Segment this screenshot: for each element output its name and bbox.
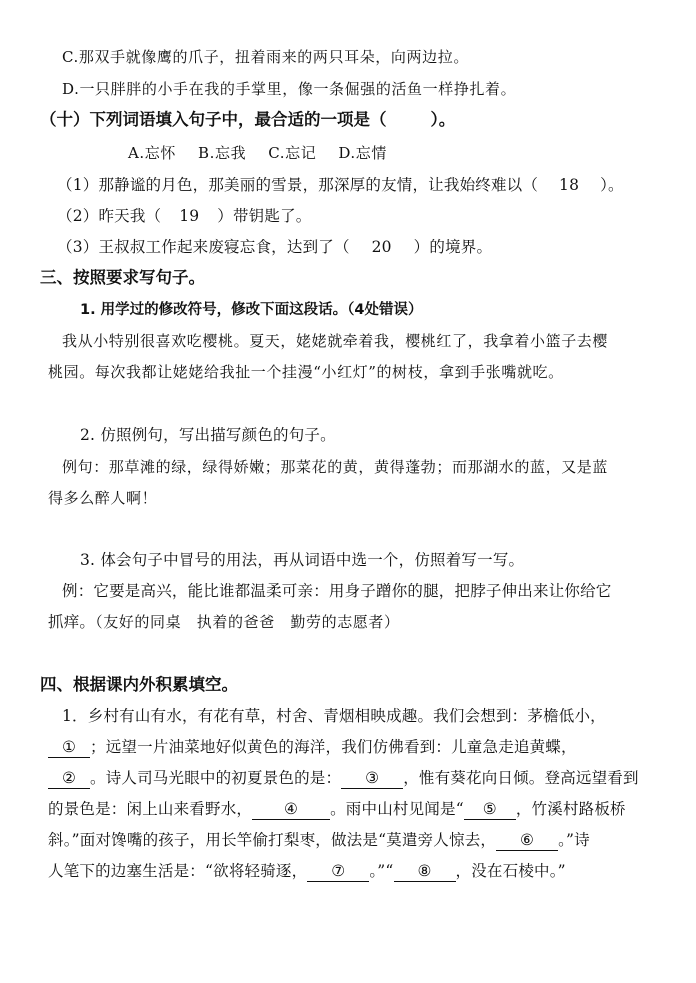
s4-line-6-mid: 。”“ (369, 862, 394, 880)
q10-option-a: A.忘怀 (128, 144, 177, 162)
s4-line-4-end: ，竹溪村路板桥 (515, 800, 626, 818)
s4-line-4 (48, 797, 626, 821)
blank-2[interactable]: ② (48, 768, 90, 789)
s3-q3-title: 3. 体会句子中冒号的用法，再从词语中选一个，仿照着写一写。 (80, 551, 525, 569)
s3-q2-example-line2: 得多么醉人啊！ (48, 489, 158, 507)
s4-line-2 (48, 735, 577, 759)
blank-5[interactable]: ⑤ (464, 799, 516, 820)
q10-option-b: B.忘我 (198, 144, 247, 162)
s4-line-6-text: 人笔下的边塞生活是：“欲将轻骑逐， (48, 862, 308, 880)
blank-7[interactable]: ⑦ (307, 861, 369, 882)
section4-heading: 四、根据课内外积累填空。 (40, 675, 238, 694)
s3-q2-title: 2. 仿照例句，写出描写颜色的句子。 (80, 426, 336, 444)
q10-heading-suffix: ）。 (430, 110, 456, 129)
blank-8[interactable]: ⑧ (394, 861, 456, 882)
s4-line-5 (48, 828, 590, 852)
s3-q1-text-line1: 我从小特别很喜欢吃樱桃。夏天，姥姥就牵着我，樱桃红了，我拿着小篮子去樱 (62, 332, 609, 350)
s4-line-5-text: 斜。”面对馋嘴的孩子，用长竿偷打梨枣，做法是“莫遣旁人惊去， (48, 831, 497, 849)
q10-sentence-2 (57, 204, 311, 228)
s4-line-6 (48, 859, 566, 883)
blank-1[interactable]: ① (48, 737, 90, 758)
s4-line-2-text: ；远望一片油菜地好似黄色的海洋，我们仿佛看到：儿童急走追黄蝶， (90, 738, 577, 756)
q10-s1-end: ）。 (600, 176, 624, 194)
s3-q3-word-choices: （友好的同桌 执着的爸爸 勤劳的志愿者） (95, 613, 400, 631)
s4-line-3-end: ，惟有葵花向日倾。登高远望看到 (403, 769, 639, 787)
blank-6[interactable]: ⑥ (496, 830, 558, 851)
s3-q1-title: 1. 用学过的修改符号，修改下面这段话。（4处错误） (80, 302, 423, 318)
blank-4[interactable]: ④ (252, 799, 330, 820)
s4-line-4-text: 的景色是：闲上山来看野水， (48, 800, 253, 818)
q10-sentence-3 (57, 235, 492, 259)
q10-s2-number[interactable]: 19 (179, 207, 200, 225)
q10-options (128, 141, 409, 165)
s3-q1-text-line2: 桃园。每次我都让姥姥给我扯一个挂漫“小红灯”的树枝，拿到手张嘴就吃。 (48, 363, 564, 381)
s4-line-5-end: 。”诗 (558, 831, 590, 849)
section3-heading: 三、按照要求写句子。 (40, 268, 205, 287)
s4-line-4-mid: 。雨中山村见闻是“ (330, 800, 464, 818)
s3-q3-example-line1: 例：它要是高兴，能比谁都温柔可亲：用身子蹭你的腿，把脖子伸出来让你给它 (62, 582, 612, 600)
s4-line-3-text: 。诗人司马光眼中的初夏景色的是： (90, 769, 342, 787)
s3-q3-example-end: 抓痒。 (48, 613, 96, 631)
option-d: D.一只胖胖的小手在我的手掌里，像一条倔强的活鱼一样挣扎着。 (62, 80, 517, 98)
q10-s1-text: （1）那静谧的月色，那美丽的雪景，那深厚的友情，让我始终难以（ (57, 176, 539, 194)
s4-line-6-end: ，没在石棱中。” (455, 862, 566, 880)
s4-line-1: 1．乡村有山有水，有花有草，村舍、青烟相映成趣。我们会想到：茅檐低小， (62, 707, 606, 725)
q10-s2-end: ）带钥匙了。 (217, 207, 312, 225)
s3-q2-example-line1: 例句：那草滩的绿，绿得娇嫩；那菜花的黄，黄得蓬勃；而那湖水的蓝，又是蓝 (62, 458, 609, 476)
q10-heading (40, 108, 455, 132)
blank-3[interactable]: ③ (341, 768, 403, 789)
q10-s2-text: （2）昨天我（ (57, 207, 162, 225)
q10-option-d: D.忘情 (338, 144, 388, 162)
q10-s3-number[interactable]: 20 (371, 238, 392, 256)
q10-s3-end: ）的境界。 (413, 238, 493, 256)
q10-s1-number[interactable]: 18 (559, 176, 580, 194)
option-c: C.那双手就像鹰的爪子，扭着雨来的两只耳朵，向两边拉。 (62, 48, 469, 66)
s3-q3-example-line2 (48, 610, 400, 634)
q10-heading-prefix: （十）下列词语填入句子中，最合适的一项是（ (40, 110, 387, 129)
q10-s3-text: （3）王叔叔工作起来废寝忘食，达到了（ (57, 238, 350, 256)
s4-line-3 (48, 766, 639, 790)
q10-option-c: C.忘记 (268, 144, 317, 162)
q10-sentence-1 (57, 173, 624, 197)
